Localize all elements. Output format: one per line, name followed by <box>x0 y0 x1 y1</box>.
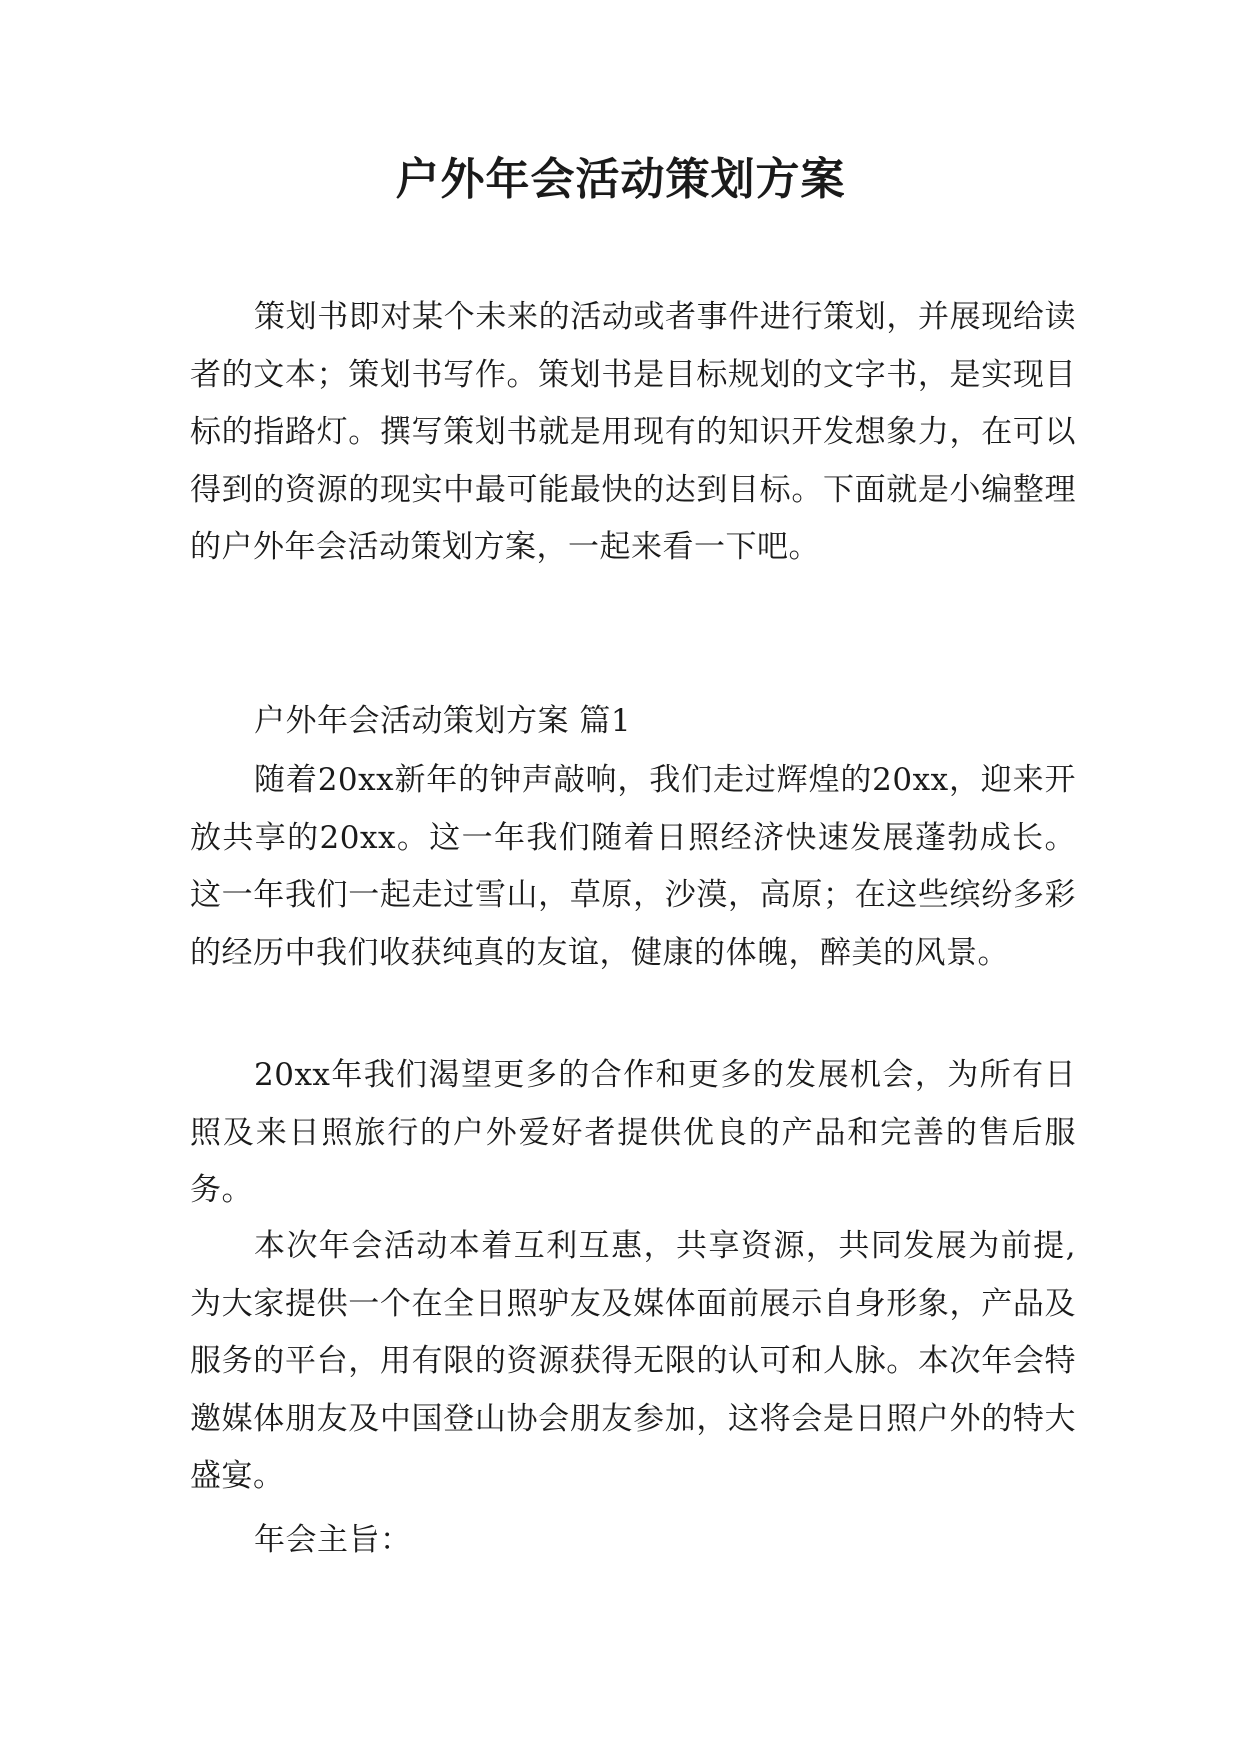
body-paragraph-2: 20xx年我们渴望更多的合作和更多的发展机会，为所有日照及来日照旅行的户外爱好者提供优良的产品和完善的售后服务。 <box>190 1057 1076 1209</box>
body-paragraph-1: 随着20xx新年的钟声敲响，我们走过辉煌的20xx，迎来开放共享的20xx。这一年我们随着日照经济快速发展蓬勃成长。这一年我们一起走过雪山，草原，沙漠，高原；在这些缤纷多彩的经历中我们收获纯真的友谊，健康的体魄，醉美的风景。 <box>190 762 1076 971</box>
intro-paragraph: 策划书即对某个未来的活动或者事件进行策划，并展现给读者的文本；策划书写作。策划书是目标规划的文字书，是实现目标的指路灯。撰写策划书就是用现有的知识开发想象力，在可以得到的资源的现实中最可能最快的达到目标。下面就是小编整理的户外年会活动策划方案，一起来看一下吧。 <box>190 299 1076 566</box>
section-heading: 户外年会活动策划方案 篇1 <box>254 703 632 739</box>
theme-label: 年会主旨： <box>254 1522 412 1558</box>
document-title: 户外年会活动策划方案 <box>395 154 846 205</box>
body-paragraph-3: 本次年会活动本着互利互惠，共享资源，共同发展为前提,为大家提供一个在全日照驴友及媒体面前展示自身形象，产品及服务的平台，用有限的资源获得无限的认可和人脉。本次年会特邀媒体朋友及中国登山协会朋友参加，这将会是日照户外的特大盛宴。 <box>190 1228 1076 1495</box>
